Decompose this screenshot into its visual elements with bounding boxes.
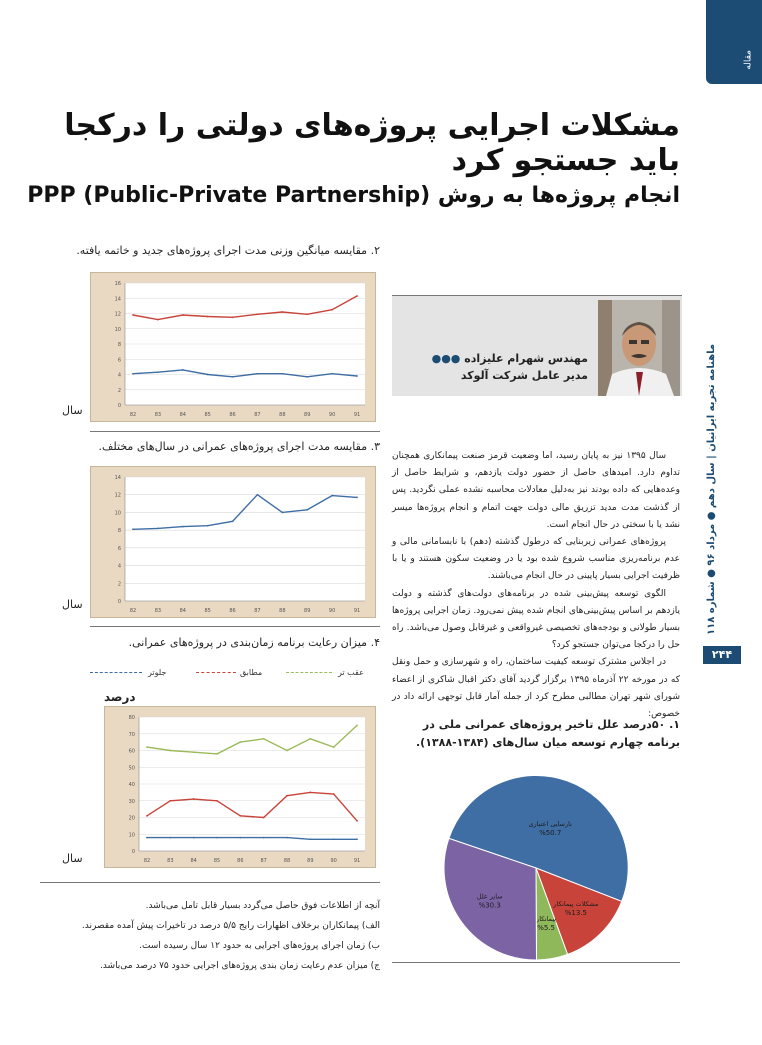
legend-swatch-behind [286, 672, 332, 673]
x-tick-label: 84 [190, 858, 197, 864]
data-point [157, 319, 159, 321]
pie-separator [392, 962, 680, 963]
data-point [333, 793, 335, 795]
fig4-caption: ۴. میزان رعایت برنامه زمان‌بندی در پروژه‌های عمرانی. [128, 636, 380, 649]
data-point [207, 316, 209, 318]
data-point [207, 525, 209, 527]
fig-separator [90, 431, 380, 432]
pie-slice-label: پیمانکار [536, 915, 557, 924]
x-tick-label: 91 [353, 412, 361, 418]
x-tick-label: 85 [204, 412, 211, 418]
data-point [239, 837, 241, 839]
data-point [286, 837, 288, 839]
pie-slice-label: مشکلات پیمانکار [553, 899, 599, 908]
pie-slice-label: نارسایی اعتباری [528, 820, 572, 829]
data-point [356, 375, 358, 377]
author-portrait-image [598, 300, 680, 396]
x-tick-label: 84 [179, 412, 186, 418]
y-tick-label: 8 [117, 342, 121, 348]
data-point [286, 750, 288, 752]
y-tick-label: 2 [117, 581, 121, 588]
y-tick-label: 12 [114, 492, 121, 499]
y-tick-label: 12 [114, 311, 121, 318]
x-tick-label: 83 [154, 412, 162, 418]
x-tick-label: 90 [330, 858, 337, 864]
y-tick-label: 16 [114, 281, 121, 287]
legend-item-behind: عقب تر [338, 668, 364, 677]
fig-separator [90, 626, 380, 627]
x-tick-label: 82 [143, 858, 151, 864]
data-point [309, 738, 311, 740]
x-tick-label: 89 [307, 858, 314, 864]
data-point [356, 838, 358, 840]
data-point [333, 746, 335, 748]
data-point [232, 520, 234, 522]
note-c: ج) میزان عدم رعایت زمان بندی پروژه‌های اجرایی حدود ۷۵ درصد می‌باشد. [99, 961, 380, 971]
data-point [356, 295, 358, 297]
note-a: الف) پیمانکاران برخلاف اظهارات رایج ۵/۵ درصد در تاخیرات پیش آمده مقصرند. [81, 921, 380, 931]
legend-swatch-onschedule [196, 672, 236, 673]
x-tick-label: 86 [237, 858, 244, 864]
article-title: مشکلات اجرایی پروژه‌های دولتی را درکجا باید جستجو کرد [64, 108, 680, 178]
data-point [281, 373, 283, 375]
fig4-year-label: سال [62, 852, 83, 865]
legend-item-onschedule: مطابق [240, 668, 263, 677]
pie-slice-label: سایر علل [476, 892, 503, 901]
x-tick-label: 88 [279, 608, 286, 614]
y-tick-label: 4 [117, 563, 121, 570]
x-tick-label: 88 [283, 858, 291, 864]
plot-area [125, 477, 365, 601]
legend-item-ahead: جلوتر [148, 668, 167, 677]
data-point [281, 512, 283, 514]
data-point [132, 314, 134, 316]
causes-pie-chart [392, 760, 680, 965]
y-tick-label: 50 [128, 765, 135, 772]
data-point [146, 837, 148, 839]
data-point [263, 837, 265, 839]
section-tab [706, 0, 762, 84]
body-paragraph: در اجلاس مشترک توسعه کیفیت ساختمان، راه و شهرسازی و حمل ونقل که در مورخه ۲۲ آذرماه ۱۳۹۵ برگزار گردید آقای دکتر اقبال شاکری از اعضاء شورای شهر تهران مطالبی مطرح کرد از جمله آمار قابل توجهی ارائه داد در خصوص: [392, 657, 680, 720]
y-tick-label: 6 [117, 545, 121, 552]
data-point [232, 316, 234, 318]
data-point [356, 496, 358, 498]
data-point [331, 495, 333, 497]
data-point [169, 800, 171, 802]
data-point [286, 795, 288, 797]
y-tick-label: 8 [117, 528, 121, 535]
y-tick-label: 30 [128, 798, 135, 805]
y-tick-label: 2 [117, 387, 121, 394]
data-point [207, 374, 209, 376]
fig4-legend [90, 664, 380, 680]
fig2-caption: ۲. مقایسه میانگین وزنی مدت اجرای پروژه‌های جدید و خاتمه یافته. [76, 244, 380, 257]
data-point [193, 798, 195, 800]
y-tick-label: 4 [117, 372, 121, 379]
x-tick-label: 83 [154, 608, 162, 614]
y-tick-label: 6 [117, 357, 121, 364]
fig2-year-label: سال [62, 404, 83, 417]
data-point [331, 373, 333, 375]
data-point [216, 837, 218, 839]
data-point [157, 371, 159, 373]
conclusion-notes [40, 896, 380, 976]
fig2-chart-frame [90, 272, 376, 422]
y-tick-label: 10 [114, 510, 121, 517]
journal-side-strip [700, 343, 724, 640]
data-point [257, 373, 259, 375]
journal-issue-info: ماهنامه تجربه ایرانیان | سال دهم ● مرداد ۹۶ ● شماره ۱۱۸ [706, 343, 717, 635]
x-tick-label: 87 [260, 858, 267, 864]
fig4-chart-frame [104, 706, 376, 868]
pie-slice-value: %13.5 [564, 908, 588, 917]
y-tick-label: 14 [114, 296, 121, 303]
data-point [309, 838, 311, 840]
data-point [356, 724, 358, 726]
data-point [306, 313, 308, 315]
x-tick-label: 89 [304, 608, 311, 614]
x-tick-label: 91 [353, 608, 361, 614]
data-point [146, 815, 148, 817]
data-point [306, 376, 308, 378]
data-point [257, 494, 259, 496]
bullet-dots: ●●● [431, 352, 461, 365]
data-point [257, 313, 259, 315]
x-tick-label: 85 [204, 608, 211, 614]
author-name: مهندس شهرام علیزاده ●●● [431, 352, 588, 365]
legend-swatch-ahead [90, 672, 142, 673]
author-role: مدیر عامل شرکت آلوکد [460, 369, 588, 382]
notes-separator [40, 882, 380, 883]
article-subtitle: انجام پروژه‌ها به روش PPP (Public-Private Partnership) [27, 183, 680, 208]
data-point [356, 820, 358, 822]
data-point [216, 800, 218, 802]
data-point [157, 527, 159, 529]
article-body [392, 448, 680, 723]
x-tick-label: 87 [254, 608, 261, 614]
x-tick-label: 83 [167, 858, 174, 864]
pie-section-title: ۱. ۵۰درصد علل تاخیر پروژه‌های عمرانی ملی در برنامه چهارم توسعه میان سال‌های (۱۳۸۴-۱۳۸۸). [416, 718, 680, 749]
author-photo [598, 300, 680, 396]
data-point [216, 753, 218, 755]
data-point [146, 746, 148, 748]
data-point [263, 817, 265, 819]
data-point [232, 376, 234, 378]
data-point [333, 838, 335, 840]
data-point [182, 369, 184, 371]
x-tick-label: 91 [353, 858, 361, 864]
section-tab-label: مقاله [744, 50, 754, 70]
data-point [169, 837, 171, 839]
fig3-caption: ۳. مقایسه مدت اجرای پروژه‌های عمرانی در سال‌های مختلف. [98, 440, 380, 453]
body-paragraph: سال ۱۳۹۵ نیز به پایان رسید، اما وضعیت قرمز صنعت پیمانکاری همچنان تداوم دارد. امیدهای حاصل از حضور دولت یازدهم، و شرایط حاصل از وعده‌هایی که داده بودند نیز به‌دلیل معادلات محاسبه نشده عملی نگردید. پس از گذشت مدت مدید تزریق مالی دولت جهت اتمام و انجام پروژه‌ها میسر نشد یا با سختی در حال انجام است. [392, 451, 680, 530]
y-tick-label: 20 [128, 815, 135, 822]
fig3-year-label: سال [62, 598, 83, 611]
y-tick-label: 70 [128, 731, 135, 738]
note-intro: آنچه از اطلاعات فوق حاصل می‌گردد بسیار قابل تامل می‌باشد. [145, 901, 380, 911]
fig2-chart [91, 273, 375, 421]
data-point [306, 509, 308, 511]
data-point [132, 373, 134, 375]
x-tick-label: 89 [304, 412, 311, 418]
pie-slice-value: %5.5 [537, 924, 555, 933]
body-paragraph: الگوی توسعه پیش‌بینی شده در برنامه‌های دولت‌های گذشته و دولت یازدهم بر اساس پیش‌بینی‌های انجام شده پیش نمی‌رود. زمان اجرایی پروژه‌ها بسیار طولانی و بودجه‌های تخصیصی غیرواقعی و غیرقابل وصول می‌باشد. راه حل را درکجا می‌توان جستجو کرد؟ [392, 588, 680, 651]
fig3-chart-frame [90, 466, 376, 618]
pie-slice-value: %30.3 [478, 901, 501, 910]
data-point [281, 311, 283, 313]
x-tick-label: 82 [129, 608, 137, 614]
x-tick-label: 84 [179, 608, 186, 614]
author-info [428, 352, 588, 382]
data-point [193, 837, 195, 839]
data-point [239, 815, 241, 817]
pie-chart-area [392, 760, 680, 965]
y-tick-label: 40 [128, 782, 135, 788]
x-tick-label: 86 [229, 412, 236, 418]
x-tick-label: 86 [229, 608, 236, 614]
data-point [331, 309, 333, 311]
note-b: ب) زمان اجرای پروژه‌های اجرایی به حدود ۱۲ سال رسیده است. [139, 941, 380, 951]
y-tick-label: 80 [128, 715, 135, 721]
fig4-chart [105, 707, 375, 867]
data-point [182, 314, 184, 316]
y-tick-label: 14 [114, 475, 121, 481]
data-point [132, 528, 134, 530]
x-tick-label: 82 [129, 412, 137, 418]
x-tick-label: 87 [254, 412, 261, 418]
y-tick-label: 0 [117, 403, 121, 409]
page-number: ۲۴۴ [703, 646, 741, 664]
y-tick-label: 60 [128, 748, 135, 755]
data-point [169, 750, 171, 752]
x-tick-label: 90 [328, 608, 336, 614]
body-paragraph: پروژه‌های عمرانی زیربنایی که درطول گذشته (دهم) با نابسامانی مالی و عدم برنامه‌ریزی مناسب شروع شده بود یا در وضعیت سکون هستند و یا با ظرفیت اجرایی بسیار پایینی در حال انجام می‌باشند. [392, 537, 680, 582]
y-tick-label: 10 [128, 832, 135, 839]
y-tick-label: 10 [114, 326, 121, 333]
x-tick-label: 88 [279, 412, 286, 418]
data-point [239, 741, 241, 743]
x-tick-label: 90 [328, 412, 336, 418]
data-point [182, 526, 184, 528]
y-tick-label: 0 [117, 599, 121, 605]
y-tick-label: 0 [131, 849, 135, 855]
x-tick-label: 85 [213, 858, 221, 864]
fig4-percent-label: درصد [104, 690, 136, 704]
fig3-chart [91, 467, 375, 617]
pie-slice-value: %50.7 [539, 829, 562, 838]
data-point [309, 791, 311, 793]
data-point [193, 751, 195, 753]
data-point [263, 738, 265, 740]
